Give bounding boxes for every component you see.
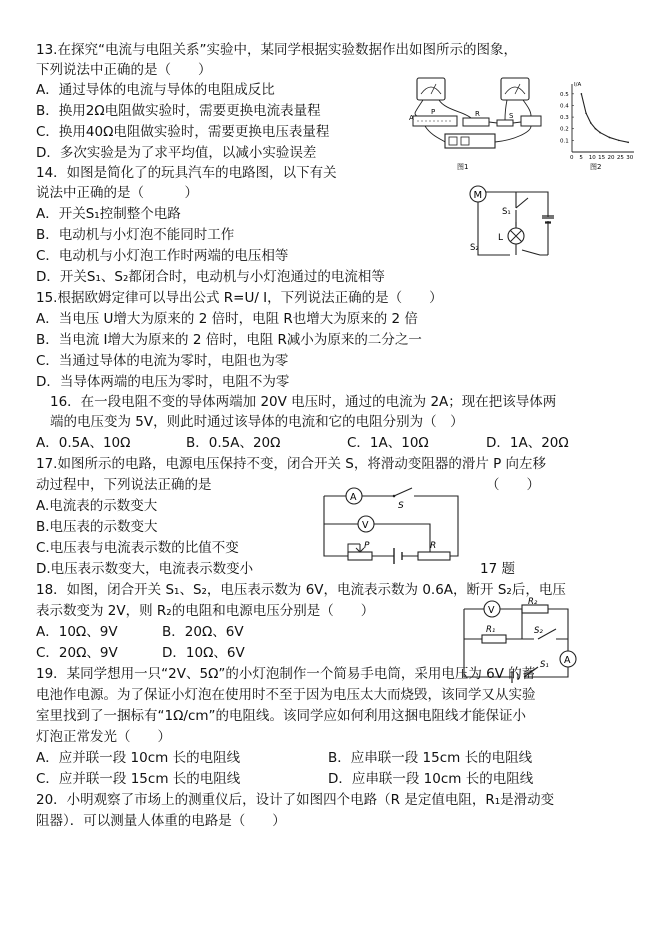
q13-graph-point xyxy=(590,122,592,124)
q13-graph-y-label: I/A xyxy=(574,82,582,88)
q13-graph-point xyxy=(599,132,601,134)
q18-s2-label: S₂ xyxy=(534,626,543,636)
q15-option-a[interactable]: A．当电压 U增大为原来的 2 倍时，电阻 R也增大为原来的 2 倍 xyxy=(36,311,418,327)
q14-option-d[interactable]: D．开关S₁、S₂都闭合时，电动机与小灯泡通过的电流相等 xyxy=(36,269,385,285)
q19-option-a[interactable]: A．应并联一段 10cm 长的电阻线 xyxy=(36,750,241,766)
q13-graph-y-tick-label: 0.1 xyxy=(560,138,569,145)
q16-option-a[interactable]: A．0.5A、10Ω xyxy=(36,435,131,451)
q17-option-c[interactable]: C.电压表与电流表示数的比值不变 xyxy=(36,540,239,556)
q18-option-c[interactable]: C．20Ω、9V xyxy=(36,645,118,661)
q18-ammeter-label: A xyxy=(564,655,571,666)
q18-option-b[interactable]: B．20Ω、6V xyxy=(162,624,244,640)
q13-figure2-graph xyxy=(558,80,638,172)
q18-stem-line2: 表示数变为 2V，则 R₂的电阻和电源电压分别是（ ） xyxy=(36,603,375,619)
q14-lamp-label: L xyxy=(498,233,504,243)
q13-option-c[interactable]: C．换用40Ω电阻做实验时，需要更换电压表量程 xyxy=(36,124,330,140)
q15-stem: 15.根据欧姆定律可以导出公式 R=U/ I，下列说法正确的是（ ） xyxy=(36,290,443,306)
q17-figure-label: 17 题 xyxy=(480,561,515,577)
q14-option-c[interactable]: C．电动机与小灯泡工作时两端的电压相等 xyxy=(36,248,289,264)
q19-stem-line3: 室里找到了一捆标有“1Ω/cm”的电阻线。该同学应如何利用这捆电阻线才能保证小 xyxy=(36,708,527,724)
svg-text:S: S xyxy=(509,112,514,120)
q13-graph-point xyxy=(627,142,629,144)
q18-stem-line1: 18．如图，闭合开关 S₁、S₂，电压表示数为 6V，电流表示数为 0.6A，断开 S₂后，电压 xyxy=(36,582,566,598)
q14-circuit-diagram xyxy=(458,180,578,265)
q13-graph-y-tick-label: 0.3 xyxy=(560,115,569,122)
q14-stem-line1: 14．如图是简化了的玩具汽车的电路图，以下有关 xyxy=(36,165,337,181)
q13-graph-y-tick-label: 0.2 xyxy=(560,126,569,133)
q17-stem-line1: 17.如图所示的电路，电源电压保持不变，闭合开关 S，将滑动变阻器的滑片 P 向左移 xyxy=(36,456,547,472)
q13-stem-line2: 下列说法中正确的是（ ） xyxy=(36,62,212,78)
svg-text:A: A xyxy=(409,114,414,122)
q19-option-b[interactable]: B．应串联一段 15cm 长的电阻线 xyxy=(328,750,533,766)
q13-graph-x-tick-label: 30 xyxy=(626,155,634,161)
q16-stem-line1: 16．在一段电阻不变的导体两端加 20V 电压时，通过的电流为 2A；现在把该导体两 xyxy=(50,394,557,410)
q13-option-d[interactable]: D．多次实验是为了求平均值，以减小实验误差 xyxy=(36,145,317,161)
q18-r2-label: R₂ xyxy=(528,597,538,607)
q13-graph-x-tick-label: 5 xyxy=(579,155,583,161)
q16-option-c[interactable]: C．1A、10Ω xyxy=(347,435,429,451)
q13-graph-x-tick-label: 15 xyxy=(598,155,606,161)
q14-option-a[interactable]: A．开关S₁控制整个电路 xyxy=(36,206,181,222)
q17-switch-label: S xyxy=(398,501,404,511)
q17-answer-paren: （ ） xyxy=(486,477,540,493)
q17-option-b[interactable]: B.电压表的示数变大 xyxy=(36,519,158,535)
q13-graph-y-tick-label: 0.4 xyxy=(560,103,569,110)
q16-stem-line2: 端的电压变为 5V，则此时通过该导体的电流和它的电阻分别为（ ） xyxy=(50,414,464,430)
q13-option-a[interactable]: A．通过导体的电流与导体的电阻成反比 xyxy=(36,82,275,98)
q18-option-d[interactable]: D．10Ω、6V xyxy=(162,645,245,661)
q14-motor-label: M xyxy=(473,190,483,201)
q13-graph-curve xyxy=(581,94,628,143)
q15-option-d[interactable]: D．当导体两端的电压为零时，电阻不为零 xyxy=(36,374,290,390)
q13-figure1-label: 图1 xyxy=(457,163,469,171)
q13-graph-point xyxy=(595,128,597,130)
q13-graph-point xyxy=(609,137,611,139)
q19-stem-line1: 19．某同学想用一只“2V、5Ω”的小灯泡制作一个简易手电筒，采用电压为 6V 的蓄 xyxy=(36,666,536,682)
q18-option-a[interactable]: A．10Ω、9V xyxy=(36,624,118,640)
q13-graph-x-tick-label: 0 xyxy=(570,155,574,161)
q17-option-a[interactable]: A.电流表的示数变大 xyxy=(36,498,158,514)
q14-stem-line2: 说法中正确的是（ ） xyxy=(36,185,198,201)
q14-s2-label: S₂ xyxy=(470,243,479,253)
q19-option-d[interactable]: D．应串联一段 10cm 长的电阻线 xyxy=(328,771,534,787)
q14-option-b[interactable]: B．电动机与小灯泡不能同时工作 xyxy=(36,227,235,243)
q17-ammeter-label: A xyxy=(350,492,357,503)
q17-stem-line2: 动过程中，下列说法正确的是 xyxy=(36,477,212,493)
q19-option-c[interactable]: C．应并联一段 15cm 长的电阻线 xyxy=(36,771,241,787)
q13-graph-point xyxy=(581,93,583,95)
q19-stem-line4: 灯泡正常发光（ ） xyxy=(36,729,171,745)
q20-stem-line2: 阻器）．可以测量人体重的电路是（ ） xyxy=(36,813,286,829)
q13-figure2-label: 图2 xyxy=(590,163,602,171)
q13-graph-point xyxy=(618,140,620,142)
svg-text:P: P xyxy=(431,108,436,116)
q19-stem-line2: 电池作电源。为了保证小灯泡在使用时不至于因为电压太大而烧毁，该同学又从实验 xyxy=(36,687,536,703)
q16-option-b[interactable]: B．0.5A、20Ω xyxy=(186,435,281,451)
q20-stem-line1: 20．小明观察了市场上的测重仪后，设计了如图四个电路（R 是定值电阻，R₁是滑动变 xyxy=(36,792,555,808)
q15-option-c[interactable]: C．当通过导体的电流为零时，电阻也为零 xyxy=(36,353,289,369)
q13-graph-x-tick-label: 10 xyxy=(588,155,596,161)
q13-graph-x-tick-label: 20 xyxy=(607,155,615,161)
q16-option-d[interactable]: D．1A、20Ω xyxy=(486,435,569,451)
q17-voltmeter-label: V xyxy=(362,520,369,531)
q13-graph-y-tick-label: 0.5 xyxy=(560,91,569,98)
q18-voltmeter-label: V xyxy=(488,605,495,616)
q15-option-b[interactable]: B．当电流 I增大为原来的 2 倍时，电阻 R减小为原来的二分之一 xyxy=(36,332,422,348)
q18-r1-label: R₁ xyxy=(486,625,496,635)
q14-s1-label: S₁ xyxy=(502,207,511,217)
q13-graph-x-tick-label: 25 xyxy=(616,155,624,161)
svg-text:R: R xyxy=(475,110,480,118)
q13-graph-point xyxy=(585,112,587,114)
q17-circuit-diagram xyxy=(318,482,468,570)
q17-option-d[interactable]: D.电压表示数变大，电流表示数变小 xyxy=(36,561,254,577)
q13-figure1-apparatus xyxy=(405,72,555,172)
q18-s1-label: S₁ xyxy=(540,660,549,670)
q17-resistor-label: R xyxy=(430,541,437,551)
q17-slider-label: P xyxy=(364,541,370,551)
q13-option-b[interactable]: B．换用2Ω电阻做实验时，需要更换电流表量程 xyxy=(36,103,321,119)
q13-stem-line1: 13.在探究“电流与电阻关系”实验中，某同学根据实验数据作出如图所示的图象， xyxy=(36,42,517,58)
